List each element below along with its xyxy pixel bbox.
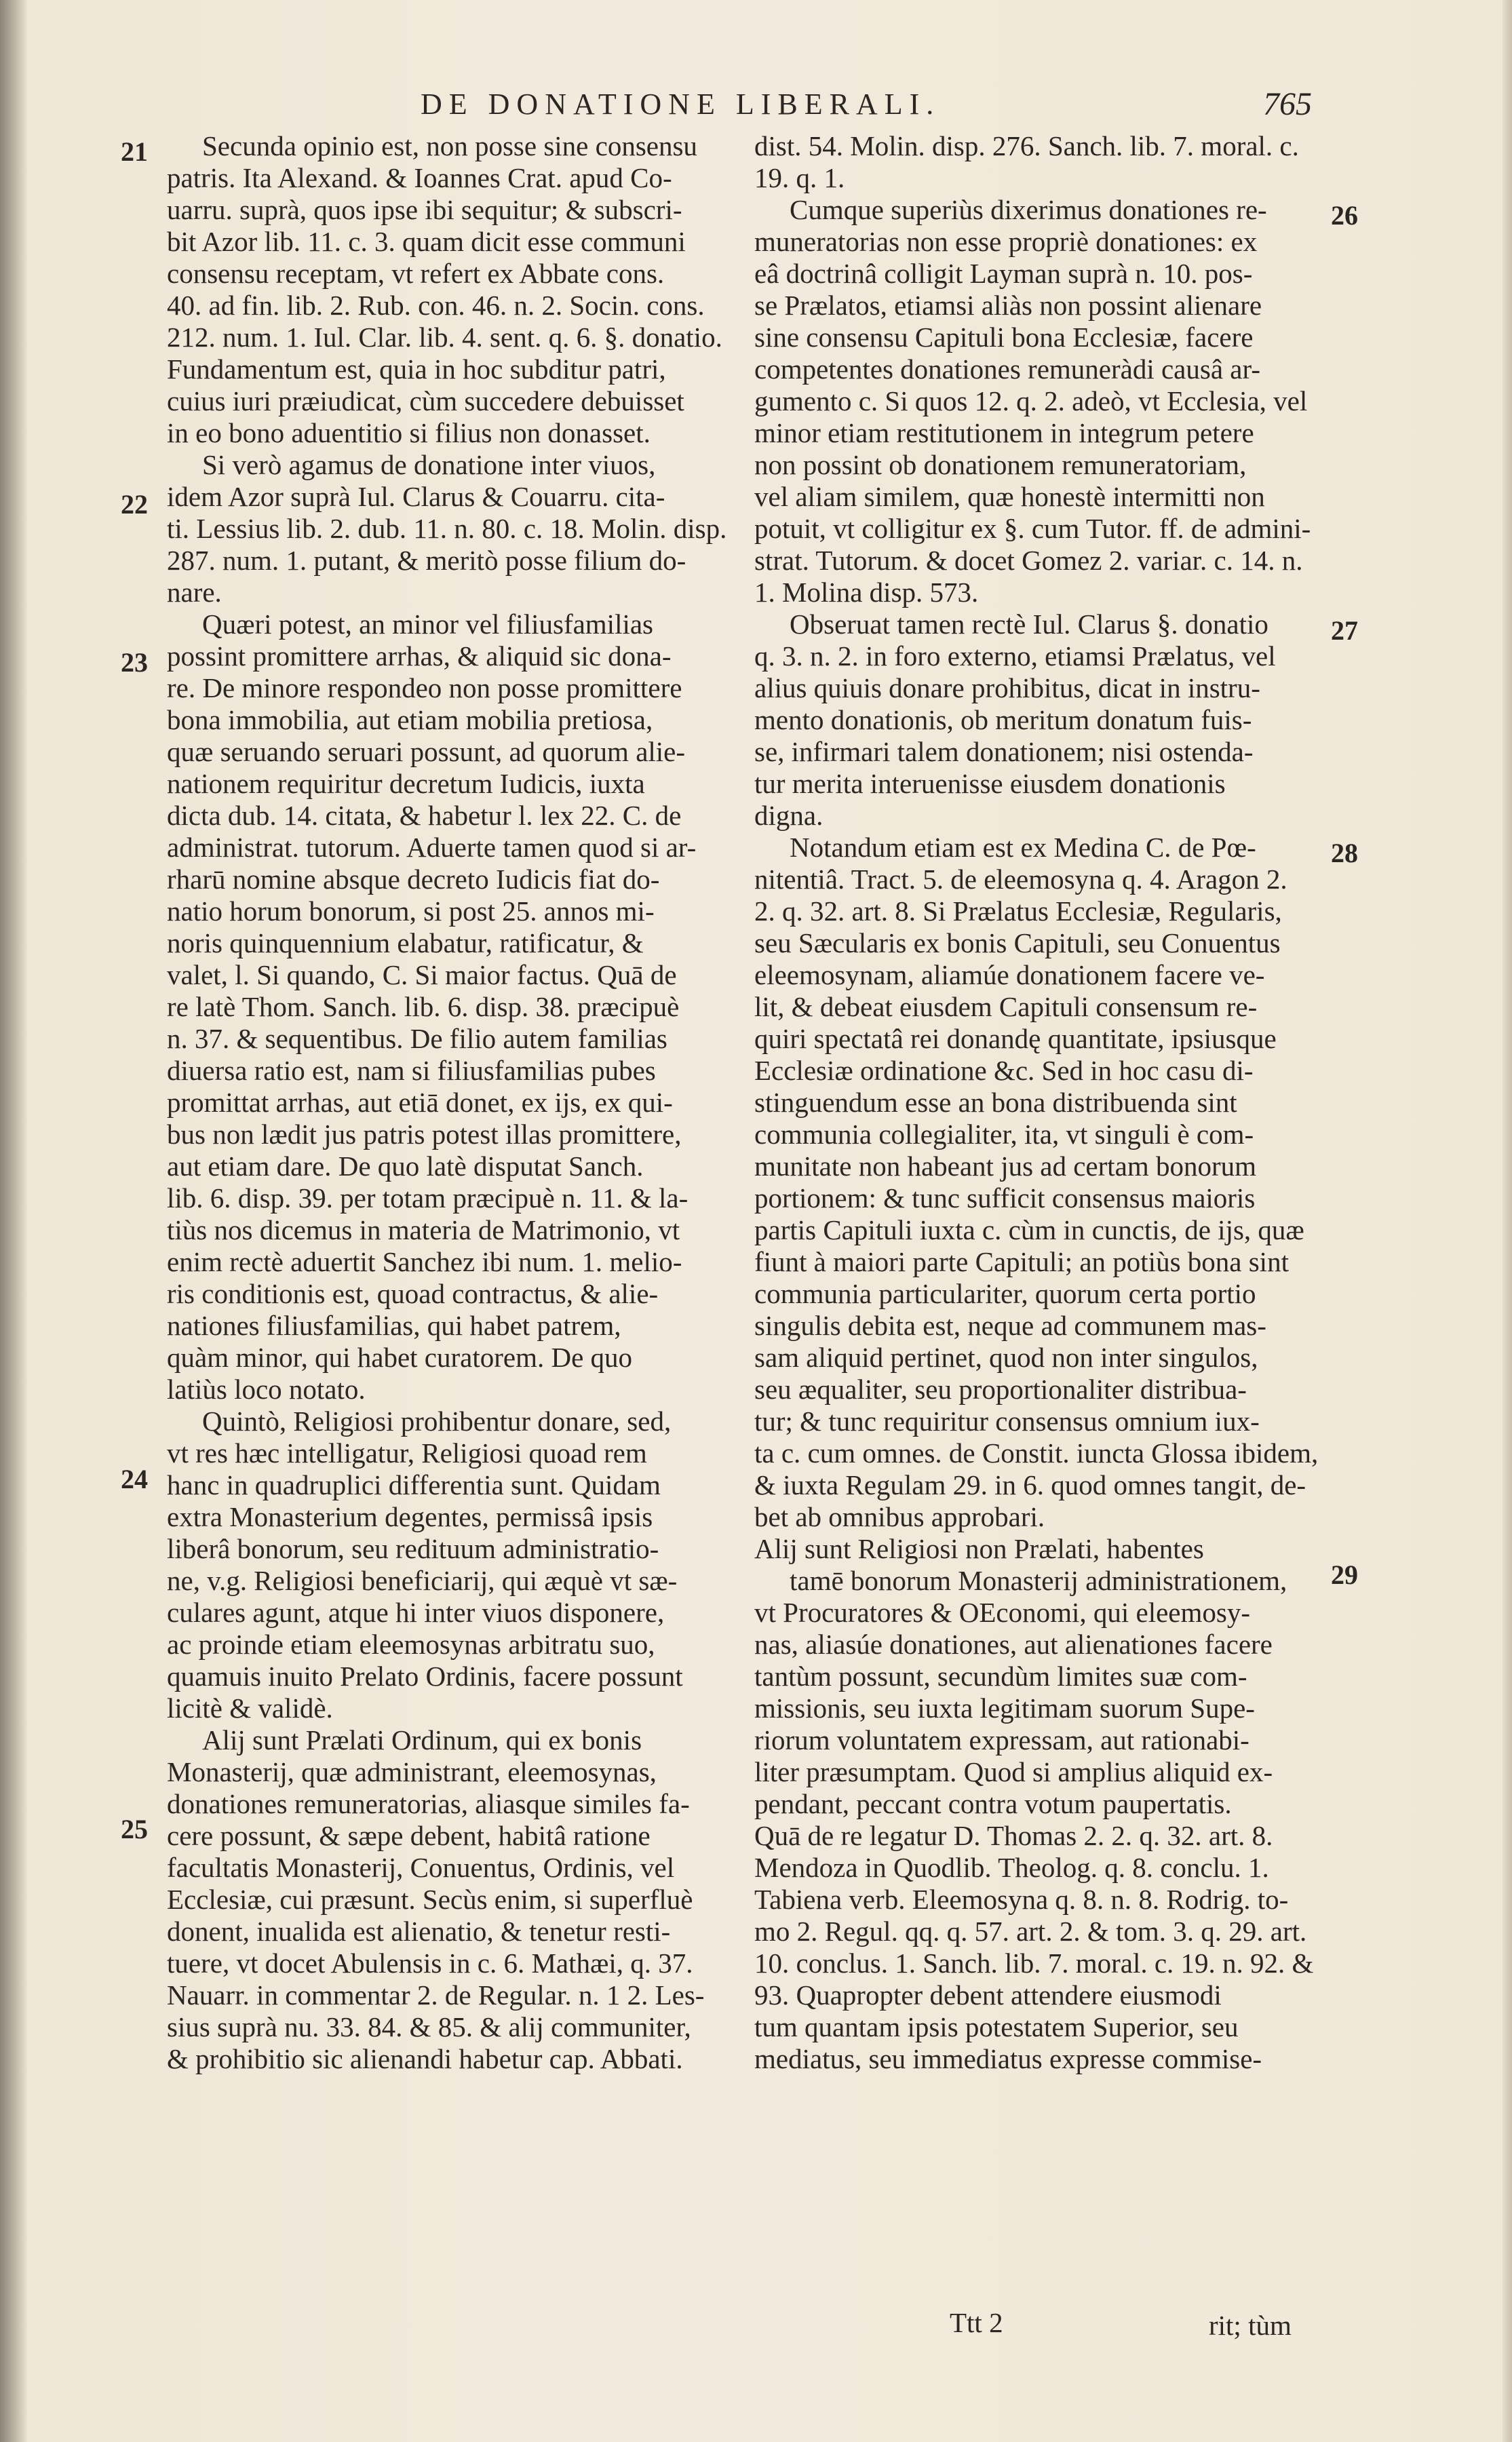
text-line: ris conditionis est, quoad contractus, & alie- <box>167 1278 659 1309</box>
text-line: nationem requiritur decretum Iudicis, iuxta <box>167 768 645 799</box>
text-line: eâ doctrinâ colligit Layman suprà n. 10. pos- <box>754 258 1253 289</box>
text-line: pendant, peccant contra votum paupertatis. <box>754 1788 1232 1819</box>
text-line: Monasterij, quæ administrant, eleemosynas, <box>167 1756 657 1787</box>
text-line: liberâ bonorum, seu redituum administratio- <box>167 1533 659 1564</box>
text-line: facultatis Monasterij, Conuentus, Ordinis, vel <box>167 1852 675 1883</box>
text-line: nas, aliasúe donationes, aut alienationes facere <box>754 1629 1273 1660</box>
text-line: Quintò, Religiosi prohibentur donare, sed, <box>202 1406 672 1437</box>
text-line: vel aliam similem, quæ honestè intermitti non <box>754 481 1265 512</box>
text-line: quiri spectatâ rei donandę quantitate, ipsiusque <box>754 1023 1277 1054</box>
text-line: q. 3. n. 2. in foro externo, etiamsi Prælatus, vel <box>754 640 1276 672</box>
right-column <box>754 130 1324 2075</box>
text-line: cuius iuri præiudicat, cùm succedere debuisset <box>167 385 684 416</box>
text-line: non possint ob donationem remuneratoriam, <box>754 449 1247 480</box>
text-line: Notandum etiam est ex Medina C. de Pœ- <box>790 832 1256 863</box>
text-line: noris quinquennium elabatur, ratificatur, & <box>167 927 644 958</box>
text-line: Tabiena verb. Eleemosyna q. 8. n. 8. Rodrig. to- <box>754 1884 1289 1915</box>
text-line: natio horum bonorum, si post 25. annos mi- <box>167 895 655 927</box>
text-line: Cumque superiùs dixerimus donationes re- <box>790 194 1267 225</box>
text-line: re latè Thom. Sanch. lib. 6. disp. 38. præcipuè <box>167 991 680 1022</box>
margin-number: 24 <box>121 1464 148 1494</box>
text-line: Ecclesiæ, cui præsunt. Secùs enim, si superfluè <box>167 1884 693 1915</box>
text-line: & iuxta Regulam 29. in 6. quod omnes tangit, de- <box>754 1469 1306 1500</box>
text-line: ta c. cum omnes. de Constit. iuncta Glossa ibidem, <box>754 1437 1319 1469</box>
text-line: idem Azor suprà Iul. Clarus & Couarru. cita- <box>167 481 665 512</box>
text-line: lib. 6. disp. 39. per totam præcipuè n. 11. & la- <box>167 1182 689 1214</box>
text-line: quàm minor, qui habet curatorem. De quo <box>167 1342 633 1373</box>
text-line: Secunda opinio est, non posse sine consensu <box>202 130 697 161</box>
text-line: dicta dub. 14. citata, & habetur l. lex 22. C. de <box>167 800 682 831</box>
text-line: muneratorias non esse propriè donationes: ex <box>754 226 1258 257</box>
text-line: latiùs loco notato. <box>167 1374 366 1405</box>
text-line: 2. q. 32. art. 8. Si Prælatus Ecclesiæ, Regularis, <box>754 895 1282 927</box>
text-line: competentes donationes remuneràdi causâ ar- <box>754 353 1260 385</box>
text-line: alius quiuis donare prohibitus, dicat in instru- <box>754 672 1260 703</box>
margin-number: 26 <box>1331 200 1358 231</box>
text-line: Alij sunt Religiosi non Prælati, habentes <box>754 1533 1204 1564</box>
text-line: munitate non habeant jus ad certam bonorum <box>754 1150 1257 1182</box>
text-line: seu æqualiter, seu proportionaliter distribua- <box>754 1374 1247 1405</box>
text-line: mediatus, seu immediatus expresse commise- <box>754 2043 1262 2074</box>
margin-number: 29 <box>1331 1559 1358 1590</box>
signature-mark: Ttt 2 <box>950 2307 1003 2338</box>
text-line: eleemosynam, aliamúe donationem facere ve- <box>754 959 1265 990</box>
text-line: se Prælatos, etiamsi aliàs non possint alienare <box>754 290 1262 321</box>
page-number: 765 <box>1263 86 1312 122</box>
text-line: rharū nomine absque decreto Iudicis fiat do- <box>167 864 660 895</box>
text-line: nationes filiusfamilias, qui habet patrem, <box>167 1310 621 1341</box>
text-line: bet ab omnibus approbari. <box>754 1501 1045 1532</box>
text-line: tantùm possunt, secundùm limites suæ com- <box>754 1661 1247 1692</box>
margin-number: 23 <box>121 647 148 678</box>
text-line: Mendoza in Quodlib. Theolog. q. 8. conclu. 1. <box>754 1852 1269 1883</box>
text-line: mento donationis, ob meritum donatum fuis- <box>754 704 1252 735</box>
margin-number: 28 <box>1331 838 1358 868</box>
text-line: administrat. tutorum. Aduerte tamen quod si ar- <box>167 832 697 863</box>
text-line: 19. q. 1. <box>754 162 845 193</box>
text-line: promittat arrhas, aut etiā donet, ex ijs, ex qui- <box>167 1087 673 1118</box>
text-line: gumento c. Si quos 12. q. 2. adeò, vt Ecclesia, vel <box>754 385 1308 416</box>
text-line: bona immobilia, aut etiam mobilia pretiosa, <box>167 704 653 735</box>
text-line: tuere, vt docet Abulensis in c. 6. Mathæi, q. 37. <box>167 1947 693 1979</box>
text-line: tiùs nos dicemus in materia de Matrimonio, vt <box>167 1214 680 1245</box>
text-line: diuersa ratio est, nam si filiusfamilias pubes <box>167 1055 656 1086</box>
text-line: Alij sunt Prælati Ordinum, qui ex bonis <box>202 1724 642 1756</box>
text-line: nare. <box>167 577 222 608</box>
text-line: sine consensu Capituli bona Ecclesiæ, facere <box>754 322 1254 353</box>
text-line: partis Capituli iuxta c. cùm in cunctis, de ijs, quæ <box>754 1214 1304 1245</box>
text-line: portionem: & tunc sufficit consensus maioris <box>754 1182 1256 1214</box>
text-line: Obseruat tamen rectè Iul. Clarus §. donatio <box>790 608 1268 640</box>
left-column <box>167 130 750 2075</box>
text-line: Quā de re legatur D. Thomas 2. 2. q. 32. art. 8. <box>754 1820 1273 1851</box>
text-line: Quæri potest, an minor vel filiusfamilias <box>202 608 654 640</box>
text-line: 287. num. 1. putant, & meritò posse filium do- <box>167 545 686 576</box>
text-line: communia particulariter, quorum certa portio <box>754 1278 1256 1309</box>
text-line: se, infirmari talem donationem; nisi ostenda- <box>754 736 1254 767</box>
text-line: liter præsumptam. Quod si amplius aliquid ex- <box>754 1756 1273 1787</box>
text-line: enim rectè aduertit Sanchez ibi num. 1. melio- <box>167 1246 682 1277</box>
text-line: ti. Lessius lib. 2. dub. 11. n. 80. c. 18. Molin. disp. <box>167 513 727 544</box>
text-line: extra Monasterium degentes, permissâ ipsis <box>167 1501 653 1532</box>
text-line: uarru. suprà, quos ipse ibi sequitur; & subscri- <box>167 194 682 225</box>
page-edge <box>1503 0 1512 2442</box>
text-line: patris. Ita Alexand. & Ioannes Crat. apud Co- <box>167 162 672 193</box>
text-line: & prohibitio sic alienandi habetur cap. Abbati. <box>167 2043 683 2074</box>
text-line: minor etiam restitutionem in integrum petere <box>754 417 1254 448</box>
margin-number: 21 <box>121 136 148 167</box>
text-line: tum quantam ipsis potestatem Superior, seu <box>754 2011 1239 2042</box>
text-line: donent, inualida est alienatio, & tenetur resti- <box>167 1916 671 1947</box>
text-line: donationes remuneratorias, aliasque similes fa- <box>167 1788 690 1819</box>
text-line: aut etiam dare. De quo latè disputat Sanch. <box>167 1150 644 1182</box>
text-line: tamē bonorum Monasterij administrationem, <box>790 1565 1287 1596</box>
text-line: vt res hæc intelligatur, Religiosi quoad rem <box>167 1437 647 1469</box>
margin-number: 22 <box>121 489 148 520</box>
text-line: re. De minore respondeo non posse promittere <box>167 672 682 703</box>
text-line: fiunt à maiori parte Capituli; an potiùs bona sint <box>754 1246 1289 1277</box>
text-line: licitè & validè. <box>167 1692 333 1724</box>
text-line: tur merita interuenisse eiusdem donationis <box>754 768 1226 799</box>
text-line: sam aliquid pertinet, quod non inter singulos, <box>754 1342 1258 1373</box>
text-line: quamuis inuito Prelato Ordinis, facere possunt <box>167 1661 683 1692</box>
text-line: missionis, seu iuxta legitimam suorum Supe- <box>754 1692 1255 1724</box>
text-line: sius suprà nu. 33. 84. & 85. & alij communiter, <box>167 2011 691 2042</box>
text-line: possint promittere arrhas, & aliquid sic dona- <box>167 640 672 672</box>
text-line: potuit, vt colligitur ex §. cum Tutor. ff. de admini- <box>754 513 1311 544</box>
catchword: rit; tùm <box>1209 2310 1292 2341</box>
text-line: bus non lædit jus patris potest illas promittere, <box>167 1119 682 1150</box>
text-line: 10. conclus. 1. Sanch. lib. 7. moral. c. 19. n. 92. & <box>754 1947 1314 1979</box>
text-line: ac proinde etiam eleemosynas arbitratu suo, <box>167 1629 655 1660</box>
margin-number: 25 <box>121 1814 148 1844</box>
text-line: Nauarr. in commentar 2. de Regular. n. 1 2. Les- <box>167 1979 705 2011</box>
text-line: riorum voluntatem expressam, aut rationabi- <box>754 1724 1249 1756</box>
book-spine-shadow <box>0 0 27 2442</box>
text-line: vt Procuratores & OEconomi, qui eleemosy- <box>754 1597 1250 1628</box>
text-line: nitentiâ. Tract. 5. de eleemosyna q. 4. Aragon 2. <box>754 864 1287 895</box>
text-line: 1. Molina disp. 573. <box>754 577 979 608</box>
text-line: 40. ad fin. lib. 2. Rub. con. 46. n. 2. Socin. cons. <box>167 290 705 321</box>
margin-number: 27 <box>1331 615 1358 646</box>
text-line: 93. Quapropter debent attendere eiusmodi <box>754 1979 1222 2011</box>
text-line: ne, v.g. Religiosi beneficiarij, qui æquè vt sæ- <box>167 1565 678 1596</box>
text-line: n. 37. & sequentibus. De filio autem familias <box>167 1023 667 1054</box>
text-line: hanc in quadruplici differentia sunt. Quidam <box>167 1469 661 1500</box>
text-line: dist. 54. Molin. disp. 276. Sanch. lib. 7. moral. c. <box>754 130 1299 161</box>
text-line: strat. Tutorum. & docet Gomez 2. variar. c. 14. n. <box>754 545 1303 576</box>
text-line: tur; & tunc requiritur consensus omnium iux- <box>754 1406 1260 1437</box>
text-line: seu Sæcularis ex bonis Capituli, seu Conuentus <box>754 927 1281 958</box>
running-title: DE DONATIONE LIBERALI. <box>421 88 941 121</box>
text-line: communia collegialiter, ita, vt singuli è com- <box>754 1119 1254 1150</box>
text-line: Fundamentum est, quia in hoc subditur patri, <box>167 353 666 385</box>
text-line: digna. <box>754 800 823 831</box>
text-line: consensu receptam, vt refert ex Abbate cons. <box>167 258 665 289</box>
text-line: mo 2. Regul. qq. q. 57. art. 2. & tom. 3. q. 29. art. <box>754 1916 1307 1947</box>
text-line: culares agunt, atque hi inter viuos disponere, <box>167 1597 665 1628</box>
text-line: cere possunt, & sæpe debent, habitâ ratione <box>167 1820 651 1851</box>
text-line: Ecclesiæ ordinatione &c. Sed in hoc casu di- <box>754 1055 1254 1086</box>
text-line: bit Azor lib. 11. c. 3. quam dicit esse communi <box>167 226 686 257</box>
text-line: valet, l. Si quando, C. Si maior factus. Quā de <box>167 959 677 990</box>
text-line: singulis debita est, neque ad communem mas- <box>754 1310 1266 1341</box>
text-line: Si verò agamus de donatione inter viuos, <box>202 449 656 480</box>
text-line: quæ seruando seruari possunt, ad quorum alie- <box>167 736 686 767</box>
text-line: in eo bono aduentitio si filius non donasset. <box>167 417 651 448</box>
text-line: 212. num. 1. Iul. Clar. lib. 4. sent. q. 6. §. donatio. <box>167 322 722 353</box>
text-line: lit, & debeat eiusdem Capituli consensum re- <box>754 991 1258 1022</box>
text-line: stinguendum esse an bona distribuenda sint <box>754 1087 1237 1118</box>
